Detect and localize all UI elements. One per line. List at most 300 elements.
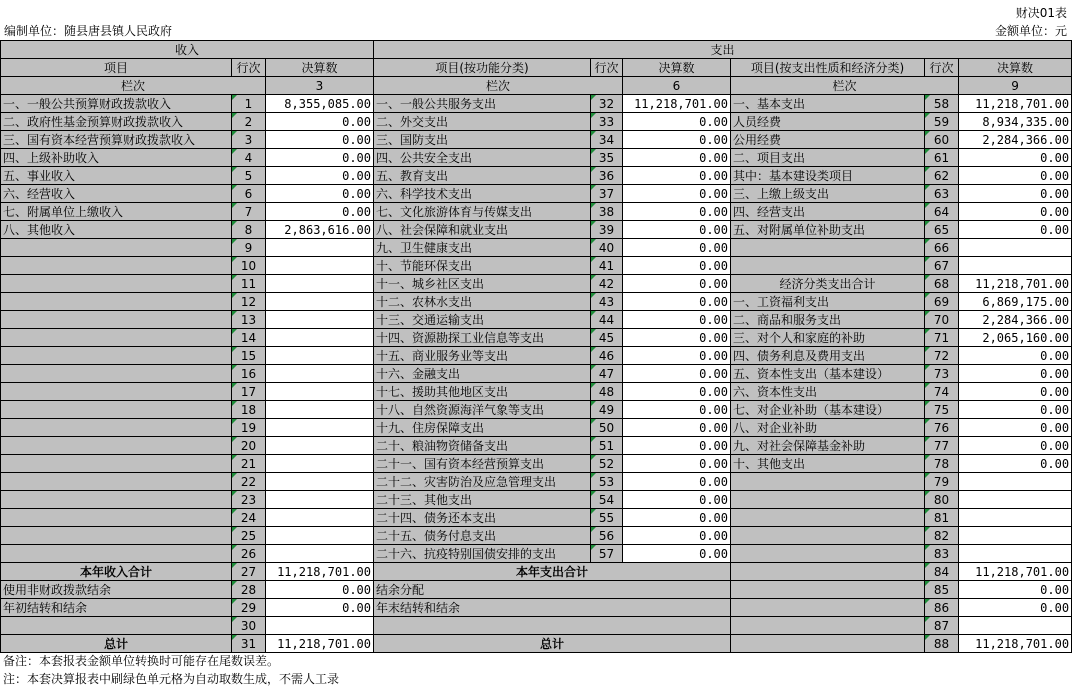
func-expense-item-label: 一、一般公共服务支出 (374, 95, 591, 113)
func-expense-item-label: 十二、农林水支出 (374, 293, 591, 311)
econ-expense-item-value[interactable] (959, 491, 1072, 509)
row-number: 46 (591, 347, 623, 365)
func-expense-item-label: 六、科学技术支出 (374, 185, 591, 203)
econ-expense-item-label: 七、对企业补助（基本建设） (731, 401, 925, 419)
income-item-value[interactable] (266, 257, 374, 275)
row-number: 41 (591, 257, 623, 275)
income-item-label (1, 257, 232, 275)
func-expense-item-value[interactable]: 0.00 (623, 275, 731, 293)
income-item-label (1, 455, 232, 473)
table-row (1, 347, 1072, 365)
surplus-distribution-label: 结余分配 (374, 581, 731, 599)
row-number: 17 (232, 383, 266, 401)
income-item-value[interactable] (266, 239, 374, 257)
func-expense-item-value[interactable]: 0.00 (623, 383, 731, 401)
closing-balance-value[interactable]: 0.00 (959, 599, 1072, 617)
func-expense-item-value[interactable]: 0.00 (623, 113, 731, 131)
row-number: 57 (591, 545, 623, 563)
func-expense-item-label: 十一、城乡社区支出 (374, 275, 591, 293)
econ-expense-item-value[interactable]: 0.00 (959, 365, 1072, 383)
row-number: 87 (925, 617, 959, 635)
row-number: 11 (232, 275, 266, 293)
row-number: 38 (591, 203, 623, 221)
row-number: 51 (591, 437, 623, 455)
econ-expense-item-value[interactable]: 2,284,366.00 (959, 311, 1072, 329)
econ-expense-item-value[interactable]: 2,065,160.00 (959, 329, 1072, 347)
econ-expense-item-label (731, 527, 925, 545)
note-remark: 备注：本套报表金额单位转换时可能存在尾数误差。 (3, 654, 280, 668)
func-expense-item-label: 二十、粮油物资储备支出 (374, 437, 591, 455)
table-row (1, 257, 1072, 275)
econ-expense-item-value[interactable]: 0.00 (959, 185, 1072, 203)
income-item-value[interactable]: 0.00 (266, 203, 374, 221)
non-fiscal-balance-value[interactable]: 0.00 (266, 581, 374, 599)
table-row (1, 491, 1072, 509)
row-number: 48 (591, 383, 623, 401)
table-row (1, 527, 1072, 545)
func-expense-item-label: 二十四、债务还本支出 (374, 509, 591, 527)
func-expense-item-value[interactable]: 0.00 (623, 185, 731, 203)
row-number: 73 (925, 365, 959, 383)
row-number: 39 (591, 221, 623, 239)
row-number: 50 (591, 419, 623, 437)
econ-expense-item-label: 其中：基本建设类项目 (731, 167, 925, 185)
form-number: 财决01表 (1015, 6, 1067, 20)
func-expense-item-label: 十七、援助其他地区支出 (374, 383, 591, 401)
func-expense-item-label: 十三、交通运输支出 (374, 311, 591, 329)
empty-cell (731, 599, 925, 617)
table-row (1, 167, 1072, 185)
row-number: 69 (925, 293, 959, 311)
func-expense-item-value[interactable]: 0.00 (623, 167, 731, 185)
income-total-value[interactable]: 11,218,701.00 (266, 563, 374, 581)
econ-expense-item-value[interactable]: 0.00 (959, 383, 1072, 401)
income-item-label: 七、附属单位上缴收入 (1, 203, 232, 221)
econ-expense-item-value[interactable]: 0.00 (959, 401, 1072, 419)
col-rowno-header: 行次 (925, 59, 959, 77)
income-item-value[interactable] (266, 275, 374, 293)
grand-total-income-value[interactable]: 11,218,701.00 (266, 635, 374, 653)
row-number: 66 (925, 239, 959, 257)
table-row (1, 401, 1072, 419)
row-number: 72 (925, 347, 959, 365)
empty-cell (374, 617, 731, 635)
func-expense-item-label: 七、文化旅游体育与传媒支出 (374, 203, 591, 221)
row-number: 82 (925, 527, 959, 545)
econ-expense-item-value[interactable]: 0.00 (959, 167, 1072, 185)
econ-expense-item-value[interactable]: 2,284,366.00 (959, 131, 1072, 149)
econ-expense-item-value[interactable] (959, 239, 1072, 257)
row-number: 43 (591, 293, 623, 311)
income-item-label (1, 473, 232, 491)
income-item-label: 一、一般公共预算财政拨款收入 (1, 95, 232, 113)
func-expense-item-label: 二十三、其他支出 (374, 491, 591, 509)
empty-cell[interactable] (959, 617, 1072, 635)
func-expense-item-value[interactable]: 0.00 (623, 239, 731, 257)
income-item-label (1, 491, 232, 509)
income-item-value[interactable] (266, 455, 374, 473)
col-amount-header: 决算数 (266, 59, 374, 77)
row-number: 8 (232, 221, 266, 239)
row-number: 70 (925, 311, 959, 329)
row-number: 23 (232, 491, 266, 509)
header-line-2 (0, 23, 1075, 39)
row-number: 49 (591, 401, 623, 419)
row-number: 67 (925, 257, 959, 275)
income-item-value[interactable] (266, 473, 374, 491)
income-item-label (1, 545, 232, 563)
income-item-value[interactable]: 0.00 (266, 149, 374, 167)
econ-expense-item-label (731, 257, 925, 275)
row-number: 64 (925, 203, 959, 221)
table-row (1, 113, 1072, 131)
income-item-value[interactable] (266, 311, 374, 329)
row-number: 33 (591, 113, 623, 131)
table-row (1, 437, 1072, 455)
row-number: 9 (232, 239, 266, 257)
row-number: 42 (591, 275, 623, 293)
func-expense-item-label: 八、社会保障和就业支出 (374, 221, 591, 239)
row-number: 88 (925, 635, 959, 653)
table-row (1, 185, 1072, 203)
row-number: 15 (232, 347, 266, 365)
econ-expense-item-label: 公用经费 (731, 131, 925, 149)
income-item-label: 八、其他收入 (1, 221, 232, 239)
currency-unit: 金额单位：元 (994, 24, 1067, 38)
func-expense-item-value[interactable]: 0.00 (623, 203, 731, 221)
func-expense-item-label: 三、国防支出 (374, 131, 591, 149)
table-row (1, 329, 1072, 347)
grand-total-income-label: 总计 (1, 635, 232, 653)
row-number: 5 (232, 167, 266, 185)
income-item-value[interactable]: 8,355,085.00 (266, 95, 374, 113)
income-item-label (1, 293, 232, 311)
func-expense-item-label: 十九、住房保障支出 (374, 419, 591, 437)
income-item-value[interactable]: 0.00 (266, 185, 374, 203)
row-number: 61 (925, 149, 959, 167)
econ-expense-item-label (731, 473, 925, 491)
empty-cell (731, 617, 925, 635)
income-item-label (1, 401, 232, 419)
row-number: 71 (925, 329, 959, 347)
income-item-value[interactable] (266, 329, 374, 347)
row-number: 58 (925, 95, 959, 113)
col-index-6: 6 (623, 77, 731, 95)
table-row (1, 509, 1072, 527)
row-number: 1 (232, 95, 266, 113)
econ-expense-item-value[interactable]: 0.00 (959, 221, 1072, 239)
row-number: 84 (925, 563, 959, 581)
row-number: 3 (232, 131, 266, 149)
row-number: 37 (591, 185, 623, 203)
row-number: 76 (925, 419, 959, 437)
row-number: 35 (591, 149, 623, 167)
func-expense-item-label: 二十五、债务付息支出 (374, 527, 591, 545)
row-number: 44 (591, 311, 623, 329)
col-rowno-header: 行次 (591, 59, 623, 77)
econ-expense-item-label (731, 491, 925, 509)
econ-expense-item-value[interactable]: 0.00 (959, 437, 1072, 455)
econ-expense-item-label: 人员经费 (731, 113, 925, 131)
header-line-1 (0, 5, 1075, 21)
econ-expense-item-label: 六、资本性支出 (731, 383, 925, 401)
income-item-value[interactable] (266, 545, 374, 563)
econ-expense-item-value[interactable]: 0.00 (959, 149, 1072, 167)
table-row (1, 203, 1072, 221)
lanci-label: 栏次 (731, 77, 959, 95)
row-number: 21 (232, 455, 266, 473)
income-item-label (1, 365, 232, 383)
row-number: 32 (591, 95, 623, 113)
econ-expense-item-label: 五、资本性支出（基本建设） (731, 365, 925, 383)
empty-cell (731, 635, 925, 653)
econ-expense-item-value[interactable]: 11,218,701.00 (959, 275, 1072, 293)
row-number: 56 (591, 527, 623, 545)
row-number: 10 (232, 257, 266, 275)
row-number: 34 (591, 131, 623, 149)
row-number: 78 (925, 455, 959, 473)
table-row (1, 545, 1072, 563)
income-item-value[interactable] (266, 527, 374, 545)
col-amount-header: 决算数 (959, 59, 1072, 77)
func-expense-item-value[interactable]: 11,218,701.00 (623, 95, 731, 113)
income-item-value[interactable]: 0.00 (266, 131, 374, 149)
econ-expense-item-value[interactable]: 0.00 (959, 419, 1072, 437)
expense-total-value[interactable]: 11,218,701.00 (959, 563, 1072, 581)
econ-expense-item-label: 一、工资福利支出 (731, 293, 925, 311)
income-section-header: 收入 (1, 41, 374, 59)
row-number: 85 (925, 581, 959, 599)
econ-expense-item-value[interactable]: 8,934,335.00 (959, 113, 1072, 131)
row-number: 18 (232, 401, 266, 419)
func-expense-item-value[interactable]: 0.00 (623, 257, 731, 275)
income-item-label (1, 527, 232, 545)
income-item-value[interactable]: 2,863,616.00 (266, 221, 374, 239)
econ-expense-item-label: 二、商品和服务支出 (731, 311, 925, 329)
table-row (1, 383, 1072, 401)
income-item-label (1, 239, 232, 257)
income-item-label: 三、国有资本经营预算财政拨款收入 (1, 131, 232, 149)
row-number: 77 (925, 437, 959, 455)
income-item-label (1, 437, 232, 455)
econ-expense-item-value[interactable]: 0.00 (959, 203, 1072, 221)
table-row (1, 473, 1072, 491)
table-row (1, 365, 1072, 383)
row-number: 83 (925, 545, 959, 563)
row-number: 13 (232, 311, 266, 329)
row-number: 28 (232, 581, 266, 599)
income-item-value[interactable] (266, 401, 374, 419)
income-item-label (1, 329, 232, 347)
econ-expense-item-label: 二、项目支出 (731, 149, 925, 167)
table-row (1, 239, 1072, 257)
table-row (1, 275, 1072, 293)
econ-expense-item-label: 经济分类支出合计 (731, 275, 925, 293)
col-rowno-header: 行次 (232, 59, 266, 77)
econ-expense-item-value[interactable] (959, 509, 1072, 527)
row-number: 80 (925, 491, 959, 509)
row-number: 62 (925, 167, 959, 185)
col-econ-item-header: 项目(按支出性质和经济分类) (731, 59, 925, 77)
row-number: 27 (232, 563, 266, 581)
expense-total-label: 本年支出合计 (374, 563, 731, 581)
table-row (1, 221, 1072, 239)
func-expense-item-label: 十四、资源勘探工业信息等支出 (374, 329, 591, 347)
row-number: 20 (232, 437, 266, 455)
func-expense-item-value[interactable]: 0.00 (623, 347, 731, 365)
expense-section-header: 支出 (374, 41, 1072, 59)
row-number: 14 (232, 329, 266, 347)
func-expense-item-label: 四、公共安全支出 (374, 149, 591, 167)
table-row (1, 419, 1072, 437)
func-expense-item-label: 十八、自然资源海洋气象等支出 (374, 401, 591, 419)
row-number: 60 (925, 131, 959, 149)
row-number: 29 (232, 599, 266, 617)
income-item-label (1, 383, 232, 401)
func-expense-item-label: 十六、金融支出 (374, 365, 591, 383)
func-expense-item-value[interactable]: 0.00 (623, 221, 731, 239)
col-item-header: 项目 (1, 59, 232, 77)
opening-balance-label: 年初结转和结余 (1, 599, 232, 617)
econ-expense-item-label: 四、债务利息及费用支出 (731, 347, 925, 365)
row-number: 54 (591, 491, 623, 509)
row-number: 74 (925, 383, 959, 401)
row-number: 6 (232, 185, 266, 203)
table-row (1, 95, 1072, 113)
econ-expense-item-label: 八、对企业补助 (731, 419, 925, 437)
econ-expense-item-value[interactable]: 6,869,175.00 (959, 293, 1072, 311)
income-item-value[interactable] (266, 491, 374, 509)
row-number: 81 (925, 509, 959, 527)
non-fiscal-balance-label: 使用非财政拨款结余 (1, 581, 232, 599)
row-number: 30 (232, 617, 266, 635)
func-expense-item-value[interactable]: 0.00 (623, 437, 731, 455)
row-number: 52 (591, 455, 623, 473)
econ-expense-item-value[interactable] (959, 473, 1072, 491)
func-expense-item-value[interactable]: 0.00 (623, 509, 731, 527)
econ-expense-item-value[interactable]: 11,218,701.00 (959, 95, 1072, 113)
func-expense-item-value[interactable]: 0.00 (623, 131, 731, 149)
income-item-value[interactable]: 0.00 (266, 113, 374, 131)
income-item-value[interactable] (266, 383, 374, 401)
row-number: 75 (925, 401, 959, 419)
func-expense-item-label: 二十二、灾害防治及应急管理支出 (374, 473, 591, 491)
income-item-label (1, 419, 232, 437)
func-expense-item-value[interactable]: 0.00 (623, 365, 731, 383)
func-expense-item-value[interactable]: 0.00 (623, 491, 731, 509)
func-expense-item-value[interactable]: 0.00 (623, 311, 731, 329)
row-number: 4 (232, 149, 266, 167)
row-number: 25 (232, 527, 266, 545)
table-row (1, 455, 1072, 473)
income-item-label (1, 347, 232, 365)
row-number: 16 (232, 365, 266, 383)
income-item-label (1, 275, 232, 293)
income-item-value[interactable] (266, 419, 374, 437)
closing-balance-label: 年末结转和结余 (374, 599, 731, 617)
econ-expense-item-value[interactable] (959, 527, 1072, 545)
func-expense-item-value[interactable]: 0.00 (623, 419, 731, 437)
econ-expense-item-label: 一、基本支出 (731, 95, 925, 113)
econ-expense-item-label: 三、上缴上级支出 (731, 185, 925, 203)
row-number: 24 (232, 509, 266, 527)
econ-expense-item-label (731, 545, 925, 563)
row-number: 45 (591, 329, 623, 347)
econ-expense-item-label: 九、对社会保障基金补助 (731, 437, 925, 455)
econ-expense-item-label: 四、经营支出 (731, 203, 925, 221)
econ-expense-item-label: 三、对个人和家庭的补助 (731, 329, 925, 347)
row-number: 26 (232, 545, 266, 563)
grand-total-expense-label: 总计 (374, 635, 731, 653)
func-expense-item-label: 十五、商业服务业等支出 (374, 347, 591, 365)
empty-cell (731, 581, 925, 599)
final-accounts-table (0, 40, 1072, 653)
empty-cell (731, 563, 925, 581)
func-expense-item-label: 九、卫生健康支出 (374, 239, 591, 257)
econ-expense-item-value[interactable] (959, 545, 1072, 563)
func-expense-item-value[interactable]: 0.00 (623, 293, 731, 311)
lanci-label: 栏次 (1, 77, 266, 95)
row-number: 63 (925, 185, 959, 203)
grand-total-expense-value[interactable]: 11,218,701.00 (959, 635, 1072, 653)
col-amount-header: 决算数 (623, 59, 731, 77)
empty-cell (1, 617, 232, 635)
func-expense-item-label: 二十六、抗疫特别国债安排的支出 (374, 545, 591, 563)
row-number: 7 (232, 203, 266, 221)
func-expense-item-value[interactable]: 0.00 (623, 545, 731, 563)
income-item-label: 二、政府性基金预算财政拨款收入 (1, 113, 232, 131)
econ-expense-item-label: 十、其他支出 (731, 455, 925, 473)
row-number: 59 (925, 113, 959, 131)
income-item-label: 六、经营收入 (1, 185, 232, 203)
row-number: 12 (232, 293, 266, 311)
table-row (1, 149, 1072, 167)
row-number: 65 (925, 221, 959, 239)
econ-expense-item-value[interactable] (959, 257, 1072, 275)
income-item-value[interactable] (266, 509, 374, 527)
row-number: 22 (232, 473, 266, 491)
func-expense-item-value[interactable]: 0.00 (623, 149, 731, 167)
row-number: 79 (925, 473, 959, 491)
func-expense-item-label: 二、外交支出 (374, 113, 591, 131)
income-item-label: 四、上级补助收入 (1, 149, 232, 167)
func-expense-item-value[interactable]: 0.00 (623, 527, 731, 545)
econ-expense-item-value[interactable]: 0.00 (959, 455, 1072, 473)
econ-expense-item-value[interactable]: 0.00 (959, 347, 1072, 365)
func-expense-item-value[interactable]: 0.00 (623, 401, 731, 419)
income-item-value[interactable]: 0.00 (266, 167, 374, 185)
income-item-value[interactable] (266, 365, 374, 383)
col-index-3: 3 (266, 77, 374, 95)
surplus-distribution-value[interactable]: 0.00 (959, 581, 1072, 599)
row-number: 55 (591, 509, 623, 527)
func-expense-item-value[interactable]: 0.00 (623, 473, 731, 491)
lanci-label: 栏次 (374, 77, 623, 95)
func-expense-item-value[interactable]: 0.00 (623, 329, 731, 347)
row-number: 31 (232, 635, 266, 653)
income-total-label: 本年收入合计 (1, 563, 232, 581)
opening-balance-value[interactable]: 0.00 (266, 599, 374, 617)
func-expense-item-label: 五、教育支出 (374, 167, 591, 185)
income-item-value[interactable] (266, 293, 374, 311)
income-item-label (1, 509, 232, 527)
income-item-value[interactable] (266, 437, 374, 455)
row-number: 53 (591, 473, 623, 491)
empty-cell[interactable] (266, 617, 374, 635)
econ-expense-item-label (731, 509, 925, 527)
func-expense-item-value[interactable]: 0.00 (623, 455, 731, 473)
income-item-value[interactable] (266, 347, 374, 365)
